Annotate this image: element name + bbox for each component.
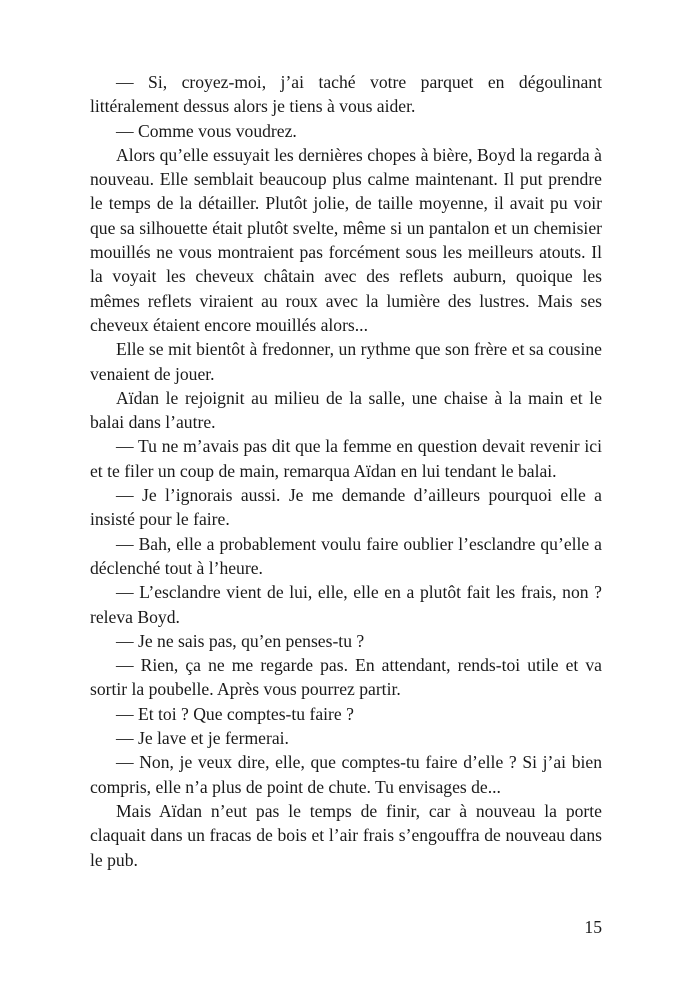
paragraph: — Tu ne m’avais pas dit que la femme en question devait revenir ici et te filer un coup de main, remarqua Aïdan en lui tendant le balai.: [90, 436, 602, 481]
paragraph: Alors qu’elle essuyait les dernières chopes à bière, Boyd la regarda à nouveau. Elle semblait beaucoup plus calme maintenant. Il put prendre le temps de la détailler. Plutôt jolie, de taille moyenne, il avait pu voir que sa silhouette était plutôt svelte, même si un pantalon et un chemisier mouillés ne vous montraient pas forcément sous les meilleurs atouts. Il la voyait les cheveux châtain avec des reflets auburn, quoique les mêmes reflets viraient au roux avec la lumière des lustres. Mais ses cheveux étaient encore mouillés alors...: [90, 144, 602, 335]
paragraph: Aïdan le rejoignit au milieu de la salle, une chaise à la main et le balai dans l’autre.: [90, 387, 602, 433]
paragraph: — Je lave et je fermerai.: [116, 728, 289, 749]
page-body: [90, 70, 602, 872]
page-number: 15: [584, 917, 602, 937]
paragraph: Mais Aïdan n’eut pas le temps de finir, car à nouveau la porte claquait dans un fracas de bois et l’air frais s’engouffra de nouveau dans le pub.: [90, 800, 602, 870]
paragraph: — Bah, elle a probablement voulu faire oublier l’esclandre qu’elle a déclenché tout à l’heure.: [90, 533, 602, 578]
paragraph: Elle se mit bientôt à fredonner, un rythme que son frère et sa cousine venaient de jouer.: [90, 339, 602, 384]
paragraph: — Et toi ? Que comptes-tu faire ?: [116, 703, 354, 724]
paragraph: — Comme vous voudrez.: [116, 120, 297, 141]
paragraph: — L’esclandre vient de lui, elle, elle en a plutôt fait les frais, non ? releva Boyd.: [90, 582, 602, 627]
paragraph: — Je ne sais pas, qu’en penses-tu ?: [116, 630, 365, 651]
paragraph: — Je l’ignorais aussi. Je me demande d’ailleurs pourquoi elle a insisté pour le faire.: [90, 485, 602, 530]
paragraph: — Si, croyez-moi, j’ai taché votre parquet en dégoulinant littéralement dessus alors je tiens à vous aider.: [90, 72, 602, 117]
paragraph: — Rien, ça ne me regarde pas. En attendant, rends-toi utile et va sortir la poubelle. Après vous pourrez partir.: [90, 655, 602, 700]
paragraph: — Non, je veux dire, elle, que comptes-tu faire d’elle ? Si j’ai bien compris, elle n’a plus de point de chute. Tu envisages de...: [90, 752, 602, 797]
